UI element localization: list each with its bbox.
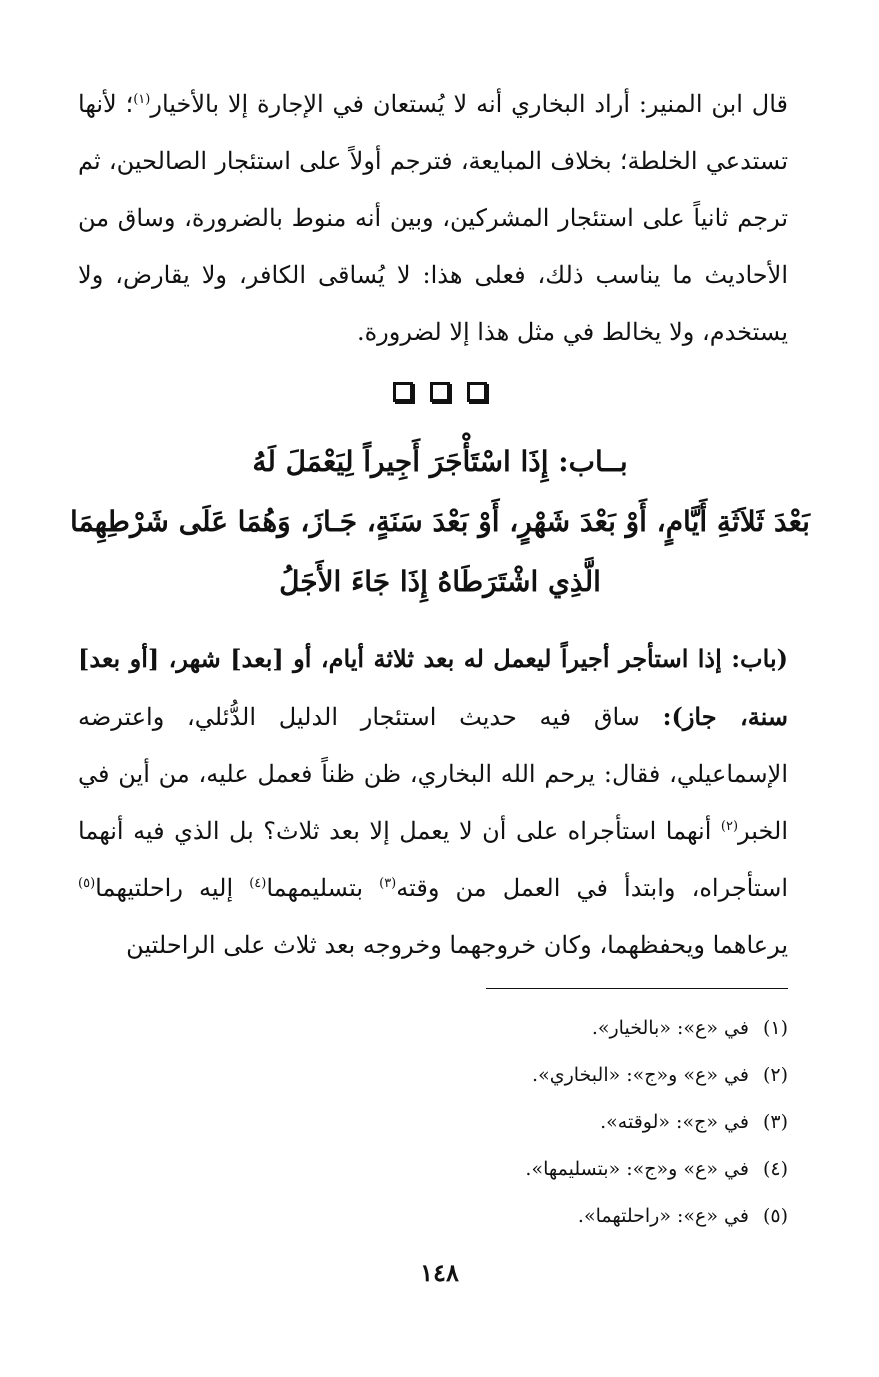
paragraph-text: يرعاهما ويحفظهما، وكان خروجهما وخروجه بعد ثلاث على الراحلتين [126, 931, 788, 959]
footnote-number: (٤) [762, 1158, 788, 1180]
paragraph-text: ساق فيه حديث استئجار الدليل الدُّئلي، واعترضه الإسماعيلي، فقال: يرحم الله البخاري، ظن ظناً فعمل عليه، من أين في الخبر [78, 703, 788, 845]
footnote-text: في «ع»: «بالخيار». [591, 1017, 749, 1039]
footnote-text: في «ع»: «راحلتهما». [577, 1205, 749, 1227]
chapter-heading-line1 [60, 432, 820, 492]
footnote-ref: (٣) [379, 876, 397, 891]
footnote-number: (٢) [762, 1064, 788, 1086]
footnote-ref: (٢) [720, 819, 739, 834]
footnote-number: (١) [762, 1017, 788, 1039]
separator-square-icon [430, 382, 450, 402]
separator-square-icon [467, 382, 487, 402]
separator-square-icon [393, 382, 413, 402]
commentary-paragraph [78, 630, 788, 974]
paragraph-text: بتسليمهما [266, 874, 380, 902]
footnotes-list [228, 1005, 788, 1240]
footnote-ref: (٥) [78, 876, 96, 891]
footnote-text: في «ع» و«ج»: «البخاري». [532, 1064, 749, 1086]
footnote-number: (٣) [762, 1111, 788, 1133]
footnote-item [228, 1099, 788, 1146]
quoted-chapter-title: (باب: إذا استأجر أجيراً ليعمل له بعد ثلاثة أيام، أو [بعد] شهر، [أو بعد] سنة، جاز): [78, 644, 788, 731]
footnote-ref: (٤) [249, 876, 267, 891]
paragraph-text: قال ابن المنير: أراد البخاري أنه لا يُستعان في الإجارة إلا بالأخيار [150, 90, 789, 118]
footnote-text: في «ع» و«ج»: «بتسليمها». [525, 1158, 749, 1180]
chapter-heading-line2: بَعْدَ ثَلاَثَةِ أَيَّامٍ، أَوْ بَعْدَ شَهْرٍ، أَوْ بَعْدَ سَنَةٍ، جَـازَ، وَهُمَا عَلَى شَرْطِهِمَا [70, 505, 810, 538]
page-number: ١٤٨ [420, 1258, 459, 1287]
footnote-number: (٥) [762, 1205, 788, 1227]
chapter-heading-text: إِذَا اسْتَأْجَرَ أَجِيراً لِيَعْمَلَ لَهُ [252, 445, 549, 478]
paragraph-text: إليه راحلتيهما [95, 874, 250, 902]
footnote-divider [486, 988, 788, 989]
paragraph-text: أنهما استأجراه على أن لا يعمل إلا بعد ثلاث؟ بل الذي فيه أنهما استأجراه، وابتدأ في العمل من وقته [78, 817, 788, 902]
footnote-ref: (١) [133, 92, 151, 107]
chapter-heading [60, 432, 820, 612]
footnote-item [228, 1146, 788, 1193]
intro-paragraph [78, 76, 788, 361]
footnote-item [228, 1193, 788, 1240]
footnote-item [228, 1052, 788, 1099]
section-separator [0, 382, 879, 402]
footnote-text: في «ج»: «لوقته». [600, 1111, 749, 1133]
chapter-heading-prefix: بــاب: [558, 445, 628, 478]
chapter-heading-line3: الَّذِي اشْتَرَطَاهُ إِذَا جَاءَ الأَجَلُ [279, 565, 601, 598]
paragraph-text: ؛ لأنها تستدعي الخلطة؛ بخلاف المبايعة، فترجم أولاً على استئجار الصالحين، ثم ترجم ثانياً على استئجار المشركين، وبين أنه منوط بالضرورة، وساق من الأحاديث ما يناسب ذلك، فعلى هذا: لا يُساقى الكافر، ولا يقارض، ولا يستخدم، ولا يخالط في مثل هذا إلا لضرورة. [78, 90, 789, 346]
footnote-item [228, 1005, 788, 1052]
